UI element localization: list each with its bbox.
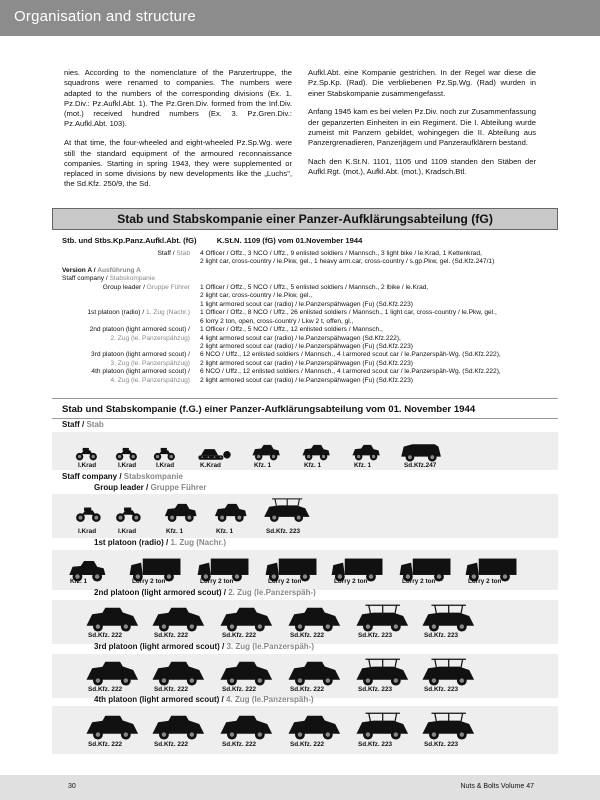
- vehicle-label: Lorry 2 ton: [334, 578, 368, 585]
- row-label-en: Staff company /: [62, 472, 124, 481]
- armored-scout-car-icon: [286, 656, 343, 689]
- vehicle-label: I.Krad: [78, 528, 97, 535]
- strength-cell: [200, 284, 532, 309]
- light-car-icon: [300, 438, 343, 463]
- armored-scout-car-icon: [218, 710, 275, 743]
- strength-cell: [200, 275, 532, 283]
- motorcycle-icon: [114, 438, 157, 463]
- armored-scout-car-icon: [286, 710, 343, 743]
- vehicle-label: Sd.Kfz. 222: [88, 632, 123, 639]
- armored-scout-car-icon: [150, 656, 207, 689]
- armored-scout-car-icon: [84, 710, 141, 743]
- row-label-de: 3. Zug (le.Panzerspäh-): [226, 642, 315, 651]
- vehicle-label: Sd.Kfz. 222: [222, 686, 257, 693]
- unit-label-de: 2. Zug (le. Panzerspähzug): [110, 334, 190, 342]
- divider: [52, 418, 558, 419]
- vehicle-label: Sd.Kfz. 223: [358, 632, 393, 639]
- vehicle-label: Sd.Kfz. 222: [222, 741, 257, 748]
- chart-row-label: [94, 538, 226, 547]
- chart-row-label: [62, 420, 104, 429]
- armored-scout-car-icon: [150, 602, 207, 635]
- row-label-de: Stab: [86, 420, 104, 429]
- row-label-de: Gruppe Führer: [150, 483, 207, 492]
- chart-row-label: [94, 642, 314, 651]
- row-label-de: 1. Zug (Nachr.): [170, 538, 227, 547]
- page-header: [0, 0, 600, 36]
- unit-label-en: 4th platoon (light armored scout) /: [91, 368, 190, 376]
- light-car-icon: [212, 496, 262, 525]
- strength-cell: [200, 309, 532, 326]
- unit-label-en: Staff company /: [62, 275, 110, 283]
- vehicle-label: Sd.Kfz. 223: [266, 528, 301, 535]
- vehicle-label: I.Krad: [118, 462, 137, 469]
- light-car-icon: [162, 496, 212, 525]
- vehicle-label: Kfz. 1: [216, 528, 234, 535]
- vehicle-label: Sd.Kfz. 222: [290, 686, 325, 693]
- vehicle-label: K.Krad: [200, 462, 221, 469]
- table-row: [62, 275, 532, 283]
- radio-armored-car-icon: [420, 656, 477, 689]
- version-label: [62, 267, 200, 275]
- unit-label-en: 1st platoon (radio) /: [87, 309, 147, 317]
- unit-label-de: 3. Zug (le. Panzerspähzug): [110, 359, 190, 367]
- unit-designation: Stb. und Stbs.Kp.Panz.Aufkl.Abt. (fG): [62, 236, 197, 245]
- strength-line: 6 NCO / Uffz., 12 enlisted soldiers / Mannsch., 4 l.armored scout car / le.Panzerspäh-Wg. (Sd.Kfz.222),: [200, 368, 501, 376]
- vehicle-label: Sd.Kfz. 223: [358, 741, 393, 748]
- light-car-icon: [250, 438, 293, 463]
- armored-scout-car-icon: [150, 710, 207, 743]
- vehicle-label: Sd.Kfz. 222: [88, 686, 123, 693]
- divider: [52, 398, 558, 399]
- row-label-en: 2nd platoon (light armored scout) /: [94, 588, 229, 597]
- vehicle-label: Lorry 2 ton: [268, 578, 302, 585]
- vehicle-label: Kfz. 1: [254, 462, 272, 469]
- unit-label: [62, 309, 200, 326]
- strength-cell: [200, 368, 532, 385]
- paragraph: Anfang 1945 kam es bei vielen Pz.Div. noch zur Zusammenfassung der gepanzerten Einheiten in ein Regiment. Die I. Abteilung wurde zumeist mit Panzern gebildet, wohingegen die II. Abteilung aus Panzergrenadieren, Panzerjägern und Panzeraufklärern bestand.: [308, 107, 536, 148]
- vehicle-label: Kfz. 1: [70, 578, 88, 585]
- strength-line: 6 lorry 2 ton, open, cross-country / Lkw 2 t, offen, gl.,: [200, 317, 354, 325]
- vehicle-label: Sd.Kfz. 222: [290, 741, 325, 748]
- radio-armored-car-icon: [354, 710, 411, 743]
- page-number: 30: [68, 783, 76, 790]
- paragraph: Nach den K.St.N. 1101, 1105 und 1109 standen den Stäben der Aufkl.Rgt. (mot.), Aufkl.Abt. (mot.), Kradsch.Btl.: [308, 157, 536, 177]
- row-label-en: Group leader /: [94, 483, 151, 492]
- table-row: [62, 351, 532, 368]
- vehicle-label: Kfz. 1: [304, 462, 322, 469]
- strength-line: 2 light car, cross-country / le.Pkw, gel., 1 heavy arm.car, cross-country / s.gp.Pkw, gel. (Sd.Kfz.247/1): [200, 258, 495, 266]
- armored-scout-car-icon: [84, 602, 141, 635]
- vehicle-label: Lorry 2 ton: [468, 578, 502, 585]
- strength-line: 4 light armored scout car (radio) / le.Panzerspähwagen (Sd.Kfz.222),: [200, 334, 401, 342]
- armored-scout-car-icon: [286, 602, 343, 635]
- version-en: Version A /: [62, 266, 98, 274]
- unit-label-de: 1. Zug (Nachr.): [146, 309, 190, 317]
- vehicle-label: I.Krad: [156, 462, 175, 469]
- vehicle-label: Sd.Kfz. 223: [424, 632, 459, 639]
- ksn-reference: K.St.N. 1109 (fG) vom 01.November 1944: [216, 236, 363, 245]
- unit-label-en: Group leader /: [102, 283, 147, 291]
- row-label-en: 3rd platoon (light armored scout) /: [94, 642, 227, 651]
- kettenkrad-icon: [196, 438, 239, 463]
- vehicle-label: Sd.Kfz. 223: [424, 741, 459, 748]
- chart-row-label: [62, 472, 183, 481]
- table-cell-empty: [200, 267, 532, 275]
- org-chart-title: Stab und Stabskompanie (f.G.) einer Panzer-Aufklärungsabteilung vom 01. November 1944: [62, 404, 476, 415]
- strength-table: [62, 250, 532, 385]
- vehicle-label: I.Krad: [78, 462, 97, 469]
- vehicle-label: Sd.Kfz.247: [404, 462, 437, 469]
- paragraph: Aufkl.Abt. eine Kompanie gestrichen. In der Regel war diese die Pz.Sp.Kp. (Rad). Die verbliebenen Pz.Sp.Wg. (Rad) wurden in einer Stabskompanie zusammengefasst.: [308, 68, 536, 98]
- radio-armored-car-icon: [420, 602, 477, 635]
- vehicle-label: Lorry 2 ton: [132, 578, 166, 585]
- vehicle-label: Lorry 2 ton: [402, 578, 436, 585]
- vehicle-label: Sd.Kfz. 222: [290, 632, 325, 639]
- vehicle-label: Lorry 2 ton: [200, 578, 234, 585]
- radio-armored-car-icon: [262, 496, 312, 525]
- table-row: [62, 326, 532, 351]
- unit-label-de: 4. Zug (le. Panzerspähzug): [110, 376, 190, 384]
- radio-armored-car-icon: [420, 710, 477, 743]
- vehicle-label: Kfz. 1: [166, 528, 184, 535]
- strength-line: 4 Officer / Offz., 3 NCO / Uffz., 9 enlisted soldiers / Mannsch., 3 light bike / le.Krad, 1 Kettenkrad,: [200, 250, 482, 257]
- unit-label-de: Stabskompanie: [109, 275, 155, 283]
- table-title: Stab und Stabskompanie einer Panzer-Aufklärungsabteilung (fG): [52, 208, 558, 230]
- table-row: [62, 309, 532, 326]
- strength-line: 6 NCO / Uffz., 12 enlisted soldiers / Mannsch., 4 l.armored scout car / le.Panzerspäh-Wg. (Sd.Kfz.222),: [200, 351, 501, 359]
- strength-line: 2 light armored scout car (radio) / le.Panzerspähwagen (Fu) (Sd.Kfz.223): [200, 359, 413, 367]
- section-title: Organisation and structure: [14, 8, 196, 25]
- unit-label: [62, 250, 200, 267]
- publication-name: Nuts & Bolts Volume 47: [460, 783, 534, 790]
- chart-row-label: [94, 588, 316, 597]
- unit-label: [62, 368, 200, 385]
- vehicle-label: Sd.Kfz. 222: [88, 741, 123, 748]
- strength-cell: [200, 351, 532, 368]
- unit-label: [62, 284, 200, 309]
- row-label-de: 2. Zug (le.Panzerspäh-): [228, 588, 316, 597]
- strength-line: 1 Officer / Offz., 8 NCO / Uffz., 26 enlisted soldiers / Mannsch., 1 light car, cross-country / le.Pkw, gel.,: [200, 309, 497, 317]
- vehicle-label: Sd.Kfz. 223: [424, 686, 459, 693]
- chart-row-label: [94, 483, 206, 492]
- armored-scout-car-icon: [218, 602, 275, 635]
- radio-armored-car-icon: [354, 656, 411, 689]
- vehicle-label: Sd.Kfz. 222: [154, 741, 189, 748]
- strength-line: 2 light armored scout car (radio) / le.Panzerspähwagen (Fu) (Sd.Kfz.223): [200, 342, 413, 350]
- vehicle-label: Sd.Kfz. 222: [154, 686, 189, 693]
- row-label-en: 1st platoon (radio) /: [94, 538, 171, 547]
- unit-label-de: Gruppe Führer: [146, 283, 190, 291]
- unit-label: [62, 326, 200, 351]
- table-subheader: [62, 236, 362, 245]
- motorcycle-icon: [74, 438, 117, 463]
- radio-armored-car-icon: [354, 602, 411, 635]
- heavy-armored-car-icon: [400, 438, 443, 463]
- row-label-en: Staff /: [62, 420, 87, 429]
- unit-label-en: 2nd platoon (light armored scout) /: [89, 326, 190, 334]
- armored-scout-car-icon: [84, 656, 141, 689]
- strength-line: 2 light armored scout car (radio) / le.Panzerspähwagen (Fu) (Sd.Kfz.223): [200, 376, 413, 384]
- armored-scout-car-icon: [218, 656, 275, 689]
- strength-line: 2 light car, cross-country / le.Pkw, gel.,: [200, 292, 313, 300]
- vehicle-label: Kfz. 1: [354, 462, 372, 469]
- vehicle-label: Sd.Kfz. 222: [222, 632, 257, 639]
- table-row: [62, 368, 532, 385]
- vehicle-label: Sd.Kfz. 223: [358, 686, 393, 693]
- paragraph: At that time, the four-wheeled and eight-wheeled Pz.Sp.Wg. were still the standard equipment of the armoured reconnaissance companies. Starting in spring 1943, they were supplemented or replaced in some divisions by new developments like the „Luchs", the Sd.Kfz. 250/9, the Sd.: [64, 138, 292, 189]
- table-row: [62, 267, 532, 275]
- row-label-de: Stabskompanie: [123, 472, 183, 481]
- unit-label: [62, 351, 200, 368]
- unit-label: [62, 275, 200, 283]
- strength-cell: [200, 250, 532, 267]
- table-row: [62, 284, 532, 309]
- unit-label-en: 3rd platoon (light armored scout) /: [91, 351, 190, 359]
- light-car-icon: [350, 438, 393, 463]
- paragraph: nies. According to the nomenclature of the Panzertruppe, the squadrons were renamed to companies. The numbers were adapted to the numbers of the corresponding divisions (Ex. 1. Pz.Div.: Pz.Aufkl.Abt. 1). The Pz.Gren.Div. formed from the Inf.Div. (mot.) received hundred numbers (Ex. 3. Pz.Gren.Div.: Pz.Aufkl.Abt. 103).: [64, 68, 292, 129]
- vehicle-label: Sd.Kfz. 222: [154, 632, 189, 639]
- motorcycle-icon: [114, 496, 164, 525]
- row-label-de: 4. Zug (le.Panzerspäh-): [226, 695, 314, 704]
- chart-row-label: [94, 695, 314, 704]
- version-de: Ausführung A: [97, 266, 141, 274]
- strength-cell: [200, 326, 532, 351]
- strength-line: 1 light armored scout car (radio) / le.Panzerspähwagen (Fu) (Sd.Kfz.223): [200, 300, 413, 308]
- row-label-en: 4th platoon (light armored scout) /: [94, 695, 226, 704]
- strength-line: 1 Officer / Offz., 5 NCO / Uffz., 12 enlisted soldiers / Mannsch.,: [200, 326, 383, 334]
- strength-line: 1 Officer / Offz., 5 NCO / Uffz., 5 enlisted soldiers / Mannsch., 2 lbike / le.Krad,: [200, 283, 429, 291]
- unit-label-de: Stab: [176, 250, 190, 257]
- unit-label-en: Staff /: [157, 250, 177, 257]
- table-row: [62, 250, 532, 267]
- motorcycle-icon: [152, 438, 195, 463]
- vehicle-label: I.Krad: [118, 528, 137, 535]
